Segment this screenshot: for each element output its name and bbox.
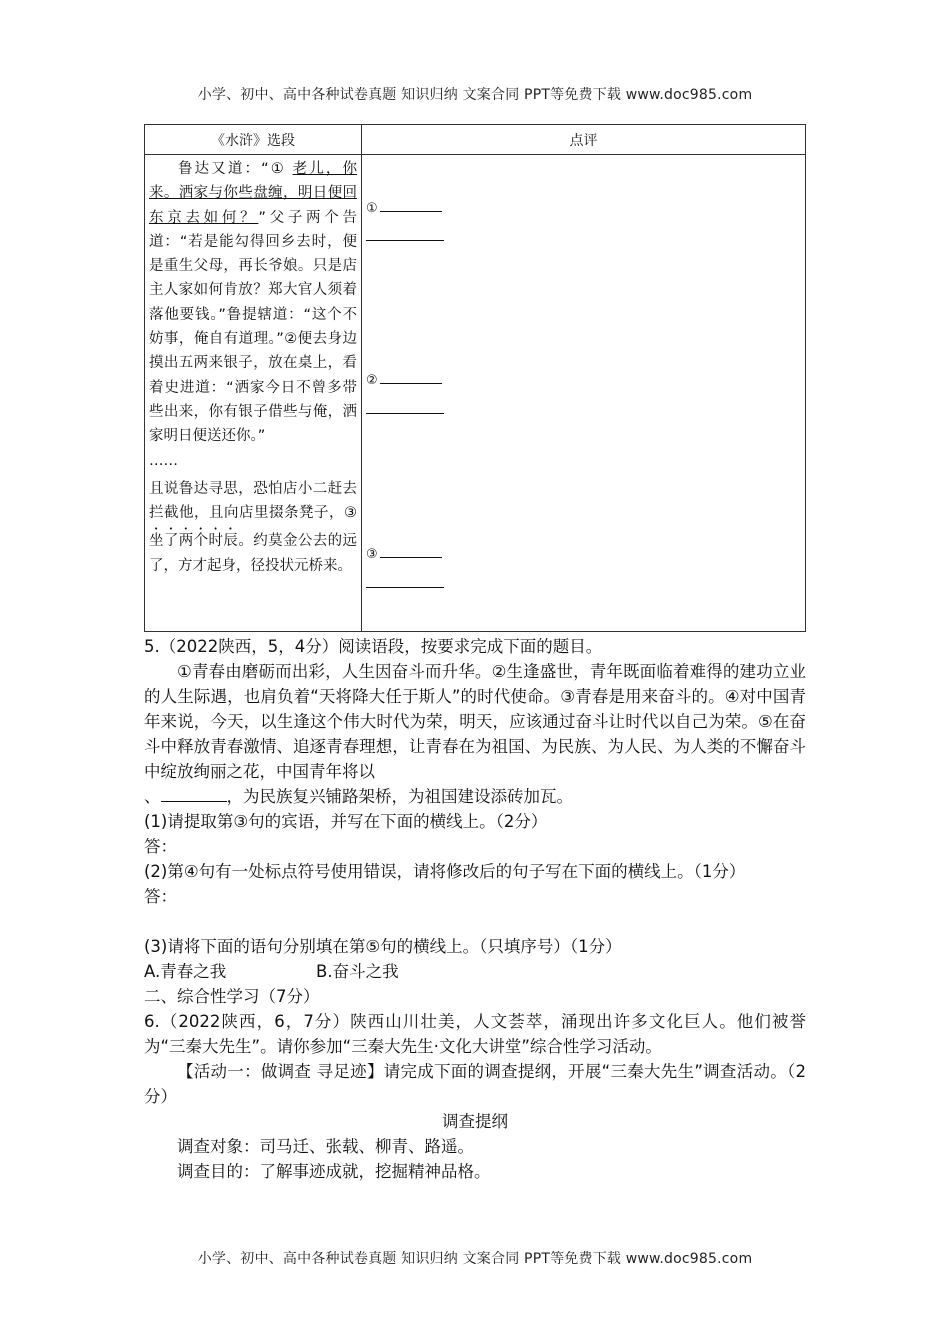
comment-blank-1-line2[interactable] — [366, 240, 444, 241]
outline-purpose: 调查目的：了解事迹成就，挖掘精神品格。 — [177, 1162, 491, 1181]
passage-paragraph-2: 且说鲁达寻思，恐怕店小二赶去拦截他，且向店里掇条凳子，③ 坐了两个时辰。约莫金公去的远了，方才起身，径投状元桥来。 — [149, 480, 358, 574]
table-header-comment: 点评 — [362, 125, 806, 155]
table-header-passage: 《水浒》选段 — [145, 125, 362, 155]
q5-answer1[interactable]: 答： — [144, 837, 177, 856]
underlined-sentence-1: 老儿，你来。洒家与你些盘缠，明日便回东京去如何？ — [149, 161, 357, 226]
page-footer: 小学、初中、高中各种试卷真题 知识归纳 文案合同 PPT等免费下载 www.doc985.com — [197, 1251, 753, 1267]
q5-fill-blank[interactable] — [161, 787, 227, 802]
q5-options — [144, 959, 806, 984]
comment-blank-1[interactable]: ① — [366, 201, 442, 216]
dotted-phrase-3: 坐了两个时辰 — [149, 533, 239, 550]
water-margin-passage — [145, 155, 361, 578]
q5-answer2[interactable]: 答： — [144, 887, 177, 906]
table-body-row — [145, 155, 806, 632]
passage-paragraph-1: 鲁达又道：“① 老儿，你来。洒家与你些盘缠，明日便回东京去如何？”父子两个告道：“若是能勾得回乡去时，便是重生父母，再长爷娘。只是店主人家如何肯放？郑大官人须着落他要钱。”鲁提辖道：“这个不妨事，俺自有道理。”②便去身边摸出五两来银子，放在桌上，看着史进道：“洒家今日不曾多带些出来，你有银子借些与俺，洒家明日便送还你。” — [149, 161, 358, 445]
outline-title: 调查提纲 — [442, 1112, 508, 1131]
table-header-row — [145, 125, 806, 155]
q5-sub1: (1)请提取第③句的宾语，并写在下面的横线上。（2分） — [144, 812, 548, 831]
q5-sub3: (3)请将下面的语句分别填在第⑤句的横线上。（只填序号）（1分） — [144, 937, 622, 956]
option-b: B.奋斗之我 — [316, 962, 399, 981]
q5-sub2: (2)第④句有一处标点符号使用错误，请将修改后的句子写在下面的横线上。（1分） — [144, 862, 746, 881]
q6-stem: 6.（2022陕西，6，7分）陕西山川壮美，人文荟萃，涌现出许多文化巨人。他们被誉为“三秦大先生”。请你参加“三秦大先生·文化大讲堂”综合性学习活动。 — [144, 1012, 806, 1056]
q6-activity-1: 【活动一：做调查 寻足迹】请完成下面的调查提纲，开展“三秦大先生”调查活动。（2分） — [144, 1062, 806, 1106]
passage-ellipsis: …… — [149, 452, 178, 469]
passage-table — [144, 124, 806, 632]
comment-cell — [362, 155, 806, 632]
passage-cell — [145, 155, 362, 632]
comment-blank-2-line2[interactable] — [366, 413, 444, 414]
comment-blank-2[interactable]: ② — [366, 373, 442, 388]
q5-paragraph: ①青春由磨砺而出彩，人生因奋斗而升华。②生逢盛世，青年既面临着难得的建功立业的人生际遇，也肩负着“天将降大任于斯人”的时代使命。③青春是用来奋斗的。④对中国青年来说，今天，以生逢这个伟大时代为荣，明天，应该通过奋斗让时代以自己为荣。⑤在奋斗中释放青春激情、追逐青春理想，让青春在为祖国、为民族、为人民、为人类的不懈奋斗中绽放绚丽之花，中国青年将以 、 ，为民族复兴铺路架桥，为祖国建设添砖加瓦。 — [144, 662, 806, 806]
q5-stem: 5.（2022陕西，5，4分）阅读语段，按要求完成下面的题目。 — [144, 637, 603, 656]
outline-object: 调查对象：司马迁、张载、柳青、路遥。 — [177, 1137, 474, 1156]
comment-blank-3[interactable]: ③ — [366, 547, 442, 562]
section-2-title: 二、综合性学习（7分） — [144, 987, 320, 1006]
question-body — [144, 634, 806, 1184]
comment-blank-3-line2[interactable] — [366, 587, 444, 588]
page-header: 小学、初中、高中各种试卷真题 知识归纳 文案合同 PPT等免费下载 www.doc985.com — [197, 87, 753, 103]
option-a: A.青春之我 — [144, 962, 227, 981]
